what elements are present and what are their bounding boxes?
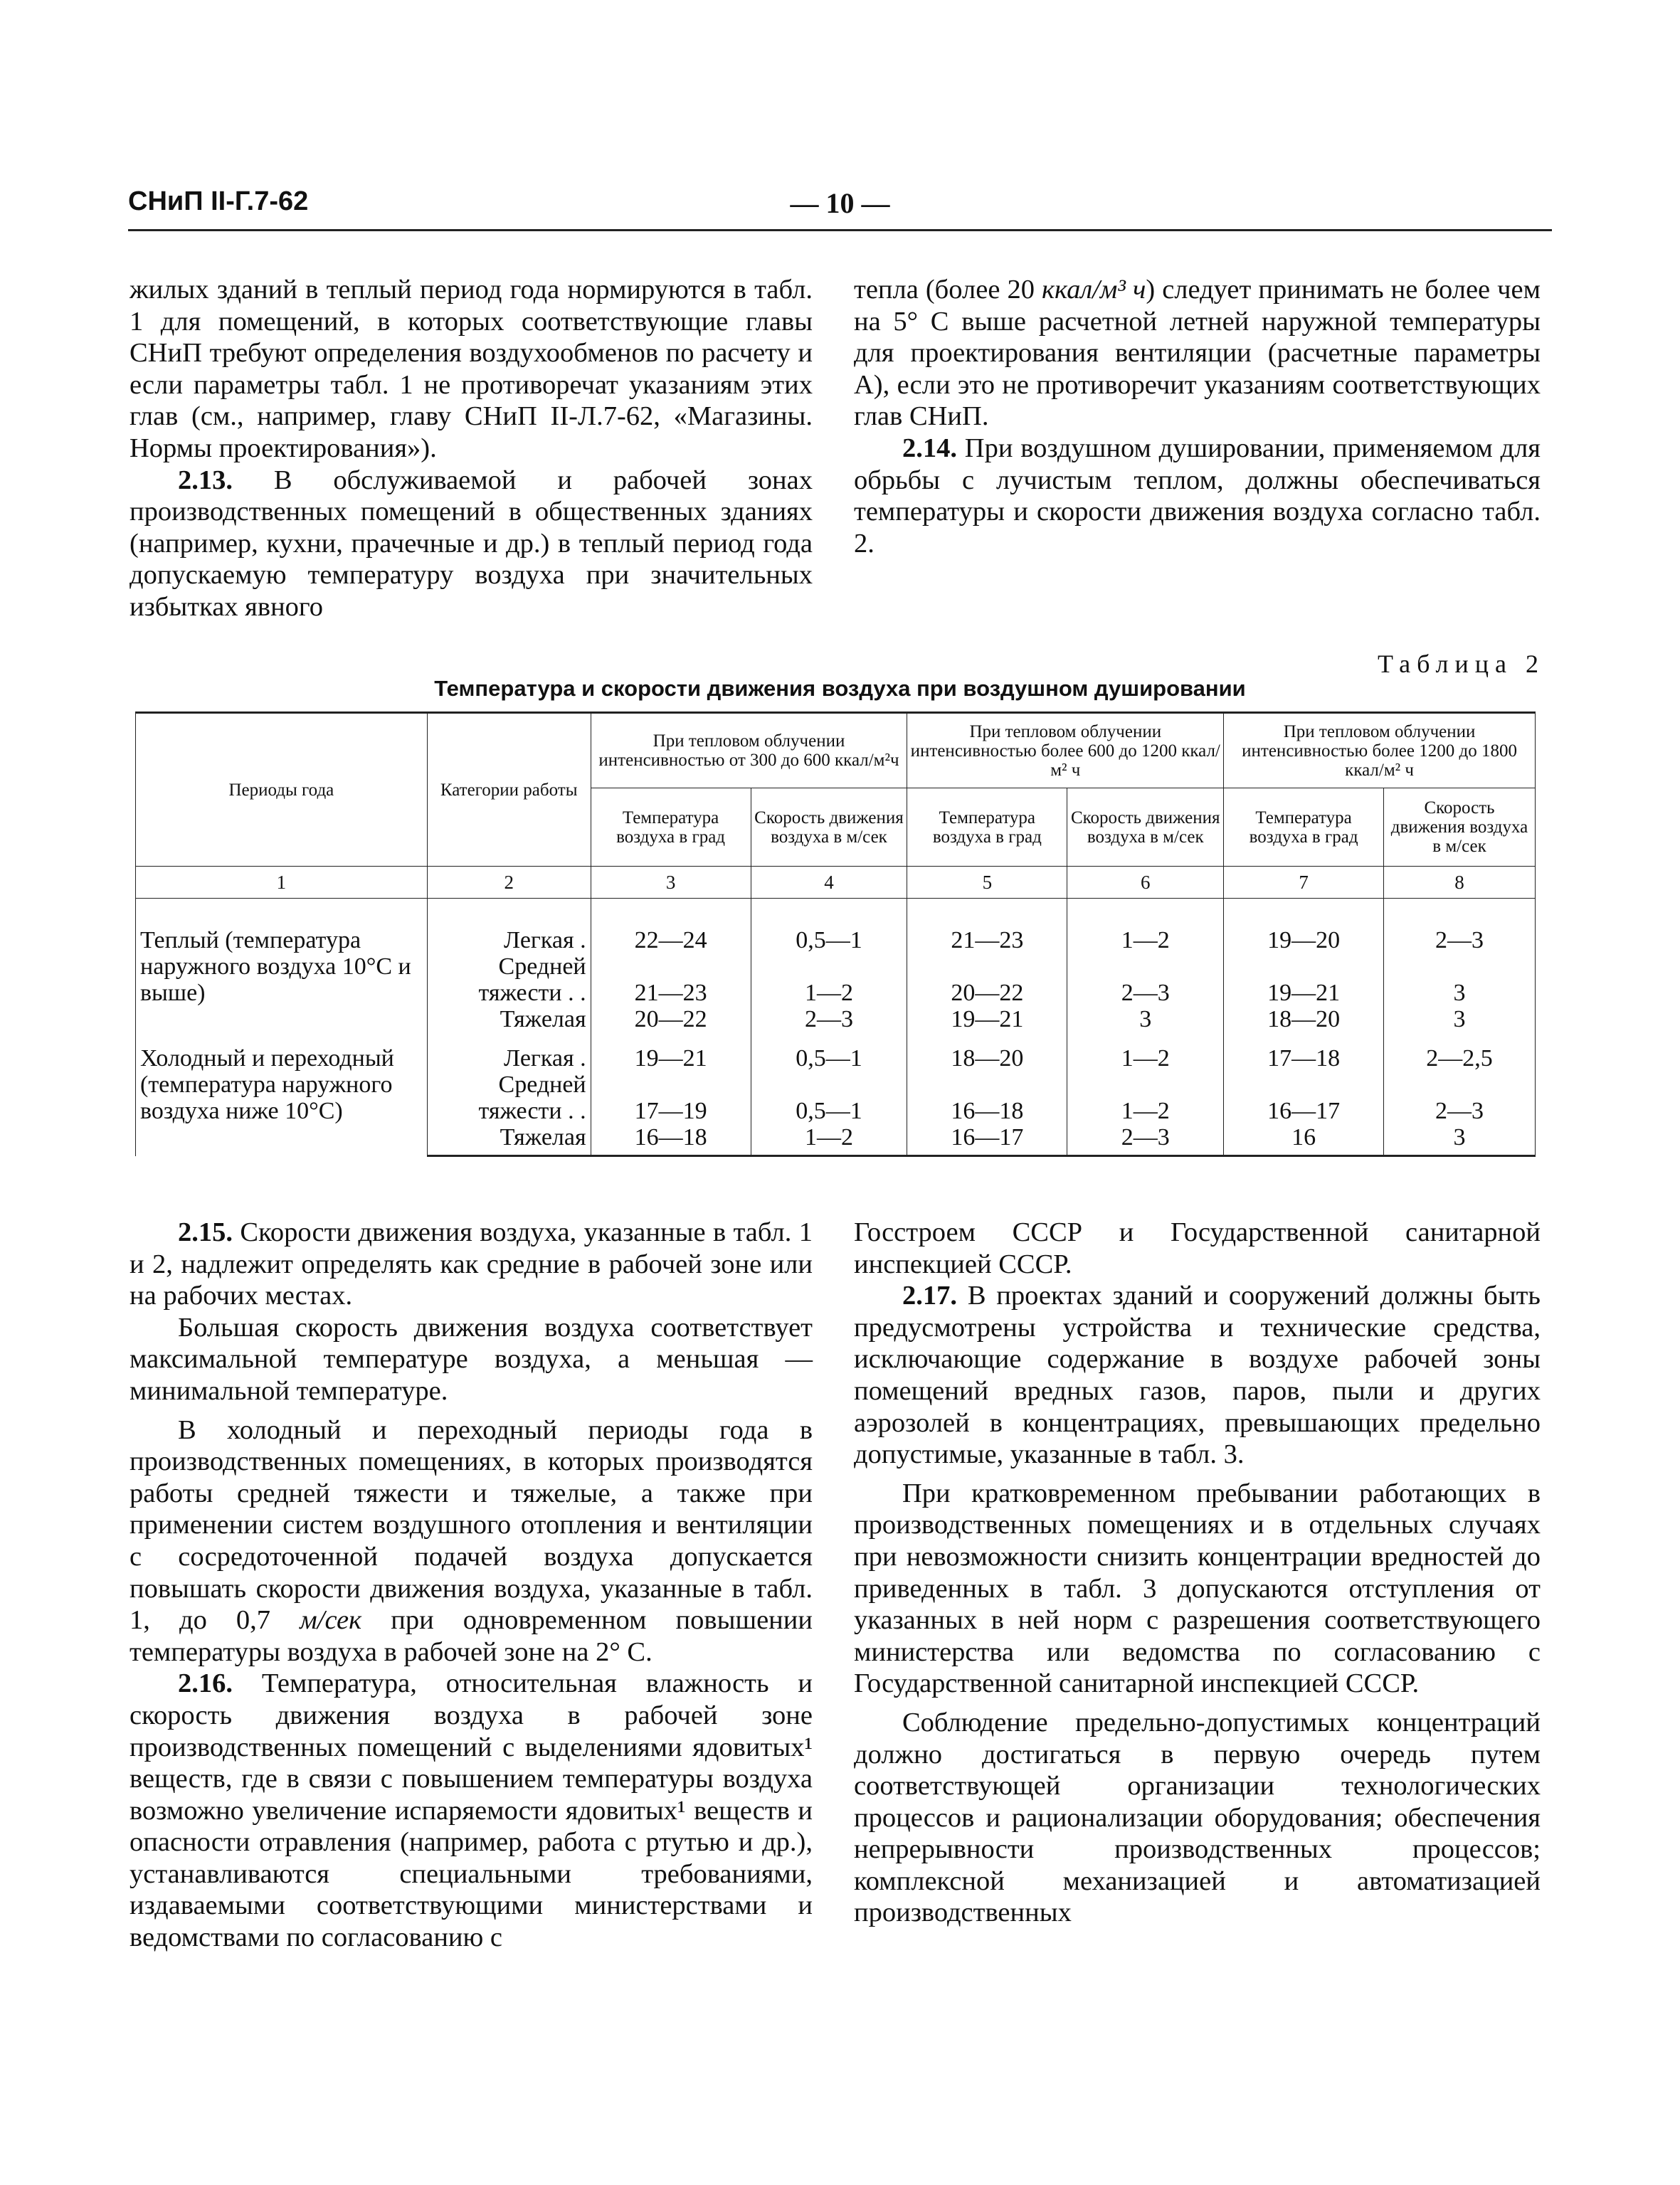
column-number: 1 <box>136 867 428 899</box>
value-cell: 1—2 <box>1067 1072 1224 1124</box>
value-cell: 20—22 <box>591 1006 751 1032</box>
value-cell: 1—2 <box>1067 1032 1224 1072</box>
header-speed-2: Скорость движения воздуха в м/сек <box>1067 788 1224 867</box>
value-cell: 3 <box>1384 1006 1536 1032</box>
table-row <box>136 899 1536 954</box>
top-left-column <box>130 274 813 623</box>
header-group-3: При тепловом облучении интенсивностью более 1200 до 1800 ккал/м² ч <box>1224 713 1536 788</box>
value-cell: 0,5—1 <box>751 1072 907 1124</box>
column-number: 8 <box>1384 867 1536 899</box>
column-number-row <box>136 867 1536 899</box>
paragraph: Большая скорость движения воздуха соответствует максимальной температуре воздуха, а меньшая — минимальной температуре. <box>130 1312 813 1406</box>
column-number: 2 <box>427 867 591 899</box>
section-number: 2.16. <box>178 1668 233 1699</box>
value-cell: 2—3 <box>1384 899 1536 954</box>
value-cell: 18—20 <box>1224 1006 1384 1032</box>
value-cell: 18—20 <box>907 1032 1067 1072</box>
bottom-right-column <box>854 1217 1541 1929</box>
category-cell: Средней тяжести . . <box>427 1072 591 1124</box>
category-cell: Легкая . <box>427 899 591 954</box>
section-number: 2.13. <box>178 465 233 495</box>
top-right-column <box>854 274 1541 559</box>
paragraph-continuation: жилых зданий в теплый период года нормируются в табл. 1 для помещений, в которых соответствующие главы СНиП требуют определения воздухообменов по расчету и если параметры табл. 1 не противоречат указаниям этих глав (см., например, главу СНиП II-Л.7-62, «Магазины. Нормы проектирования»). <box>130 275 813 463</box>
value-cell: 1—2 <box>1067 899 1224 954</box>
header-speed-3: Скорость движения воздуха в м/сек <box>1384 788 1536 867</box>
document-code: СНиП II-Г.7-62 <box>128 186 309 216</box>
table-2 <box>135 711 1536 1157</box>
section-2-16 <box>130 1668 813 1953</box>
value-cell: 19—21 <box>1224 953 1384 1006</box>
unit-text: м/сек <box>300 1605 362 1636</box>
category-cell: Тяжелая <box>427 1006 591 1032</box>
value-cell: 0,5—1 <box>751 899 907 954</box>
section-number: 2.14. <box>902 433 957 463</box>
value-cell: 16 <box>1224 1124 1384 1156</box>
paragraph <box>130 1414 813 1668</box>
value-cell: 21—23 <box>591 953 751 1006</box>
column-number: 6 <box>1067 867 1224 899</box>
table-title: Температура и скорости движения воздуха при воздушном душировании <box>434 676 1246 701</box>
section-2-14 <box>854 433 1541 559</box>
value-cell: 1—2 <box>751 1124 907 1156</box>
section-2-15 <box>130 1217 813 1312</box>
value-cell: 17—19 <box>591 1072 751 1124</box>
column-number: 5 <box>907 867 1067 899</box>
value-cell: 2—3 <box>751 1006 907 1032</box>
section-text: Скорости движения воздуха, указанные в табл. 1 и 2, надлежит определять как средние в рабочей зоне или на рабочих местах. <box>130 1217 813 1311</box>
value-cell: 19—21 <box>591 1032 751 1072</box>
column-number: 7 <box>1224 867 1384 899</box>
paragraph: При кратковременном пребывании работающих в производственных помещениях и в отдельных случаях при невозможности снизить концентрации вредностей до приведенных в табл. 3 допускаются отступления от указанных в ней норм с разрешения соответствующего министерства или ведомства по согласованию с Государственной санитарной инспекцией СССР. <box>854 1478 1541 1699</box>
period-warm: Теплый (температура наружного воздуха 10°С и выше) <box>136 899 428 1033</box>
unit-text: ккал/м³ ч <box>1042 275 1146 305</box>
value-cell: 21—23 <box>907 899 1067 954</box>
section-number: 2.17. <box>902 1281 957 1311</box>
paragraph-continuation <box>854 274 1541 433</box>
header-group-2: При тепловом облучении интенсивностью более 600 до 1200 ккал/м² ч <box>907 713 1224 788</box>
table-label: Таблица 2 <box>1378 650 1545 678</box>
section-text: Температура, относительная влажность и скорость движения воздуха в рабочей зоне производственных помещений с выделениями ядовитых¹ веществ, где в связи с повышением температуры воздуха возможно увеличение испаряемости ядовитых¹ веществ и опасности отравления (например, работа с ртутью и др.), устанавливаются специальными требованиями, издаваемыми соответствующими министерствами и ведомствами по согласованию с <box>130 1668 813 1953</box>
text-run: тепла (более 20 <box>854 275 1042 305</box>
value-cell: 19—21 <box>907 1006 1067 1032</box>
value-cell: 16—18 <box>591 1124 751 1156</box>
section-number: 2.15. <box>178 1217 233 1247</box>
value-cell: 3 <box>1067 1006 1224 1032</box>
page-header <box>128 186 1552 229</box>
category-cell: Средней тяжести . . <box>427 953 591 1006</box>
table-row <box>136 1032 1536 1072</box>
value-cell: 2—2,5 <box>1384 1032 1536 1072</box>
section-2-13 <box>130 465 813 623</box>
table-body <box>136 899 1536 1156</box>
value-cell: 2—3 <box>1067 1124 1224 1156</box>
header-categories: Категории работы <box>427 713 591 867</box>
header-periods: Периоды года <box>136 713 428 867</box>
paragraph-continuation: Госстроем СССР и Государственной санитарной инспекцией СССР. <box>854 1217 1541 1279</box>
section-text: При воздушном душировании, применяемом для обрьбы с лучистым теплом, должны обеспечиваться температуры и скорости движения воздуха согласно табл. 2. <box>854 433 1541 559</box>
text-run: при одновременном повышении температуры воздуха в рабочей зоне на 2° С. <box>130 1605 813 1667</box>
value-cell: 2—3 <box>1384 1072 1536 1124</box>
value-cell: 22—24 <box>591 899 751 954</box>
section-text: В обслуживаемой и рабочей зонах производственных помещений в общественных зданиях (например, кухни, прачечные и др.) в теплый период года допускаемую температуру воздуха при значительных избытках явного <box>130 465 813 622</box>
value-cell: 2—3 <box>1067 953 1224 1006</box>
column-number: 3 <box>591 867 751 899</box>
section-text: В проектах зданий и сооружений должны быть предусмотрены устройства и технические средства, исключающие содержание в воздухе рабочей зоны помещений вредных газов, паров, пыли и других аэрозолей в концентрациях, превышающих предельно допустимые, указанные в табл. 3. <box>854 1281 1541 1470</box>
category-cell: Легкая . <box>427 1032 591 1072</box>
value-cell: 16—17 <box>907 1124 1067 1156</box>
paragraph: Соблюдение предельно-допустимых концентраций должно достигаться в первую очередь путем соответствующей организации технологических процессов и рационализации оборудования; обеспечения непрерывности производственных процессов; комплексной механизацией и автоматизацией производственных <box>854 1707 1541 1928</box>
header-rule <box>128 229 1552 231</box>
value-cell: 3 <box>1384 953 1536 1006</box>
column-number: 4 <box>751 867 907 899</box>
header-group-1: При тепловом облучении интенсивностью от 300 до 600 ккал/м²ч <box>591 713 907 788</box>
header-temp-1: Температура воздуха в град <box>591 788 751 867</box>
value-cell: 0,5—1 <box>751 1032 907 1072</box>
section-2-17 <box>854 1280 1541 1471</box>
value-cell: 1—2 <box>751 953 907 1006</box>
header-temp-2: Температура воздуха в град <box>907 788 1067 867</box>
text-run: В холодный и переходный периоды года в производственных помещениях, в которых производятся работы средней тяжести и тяжелые, а также при применении систем воздушного отопления и вентиляции с сосредоточенной подачей воздуха допускается повышать скорости движения воздуха, указанные в табл. 1, до 0,7 <box>130 1414 813 1636</box>
header-temp-3: Температура воздуха в град <box>1224 788 1384 867</box>
value-cell: 17—18 <box>1224 1032 1384 1072</box>
text-run: ) следует принимать не более чем на 5° С выше расчетной летней наружной температуры для проектирования вентиляции (расчетные параметры А), если это не противоречит указаниям соответствующих глав СНиП. <box>854 275 1541 432</box>
value-cell: 20—22 <box>907 953 1067 1006</box>
value-cell: 3 <box>1384 1124 1536 1156</box>
value-cell: 16—17 <box>1224 1072 1384 1124</box>
period-cold: Холодный и переходный (температура наружного воздуха ниже 10°С) <box>136 1032 428 1156</box>
value-cell: 16—18 <box>907 1072 1067 1124</box>
value-cell: 19—20 <box>1224 899 1384 954</box>
category-cell: Тяжелая <box>427 1124 591 1156</box>
header-speed-1: Скорость движения воздуха в м/сек <box>751 788 907 867</box>
bottom-left-column <box>130 1217 813 1954</box>
page-number: — 10 — <box>790 187 890 219</box>
